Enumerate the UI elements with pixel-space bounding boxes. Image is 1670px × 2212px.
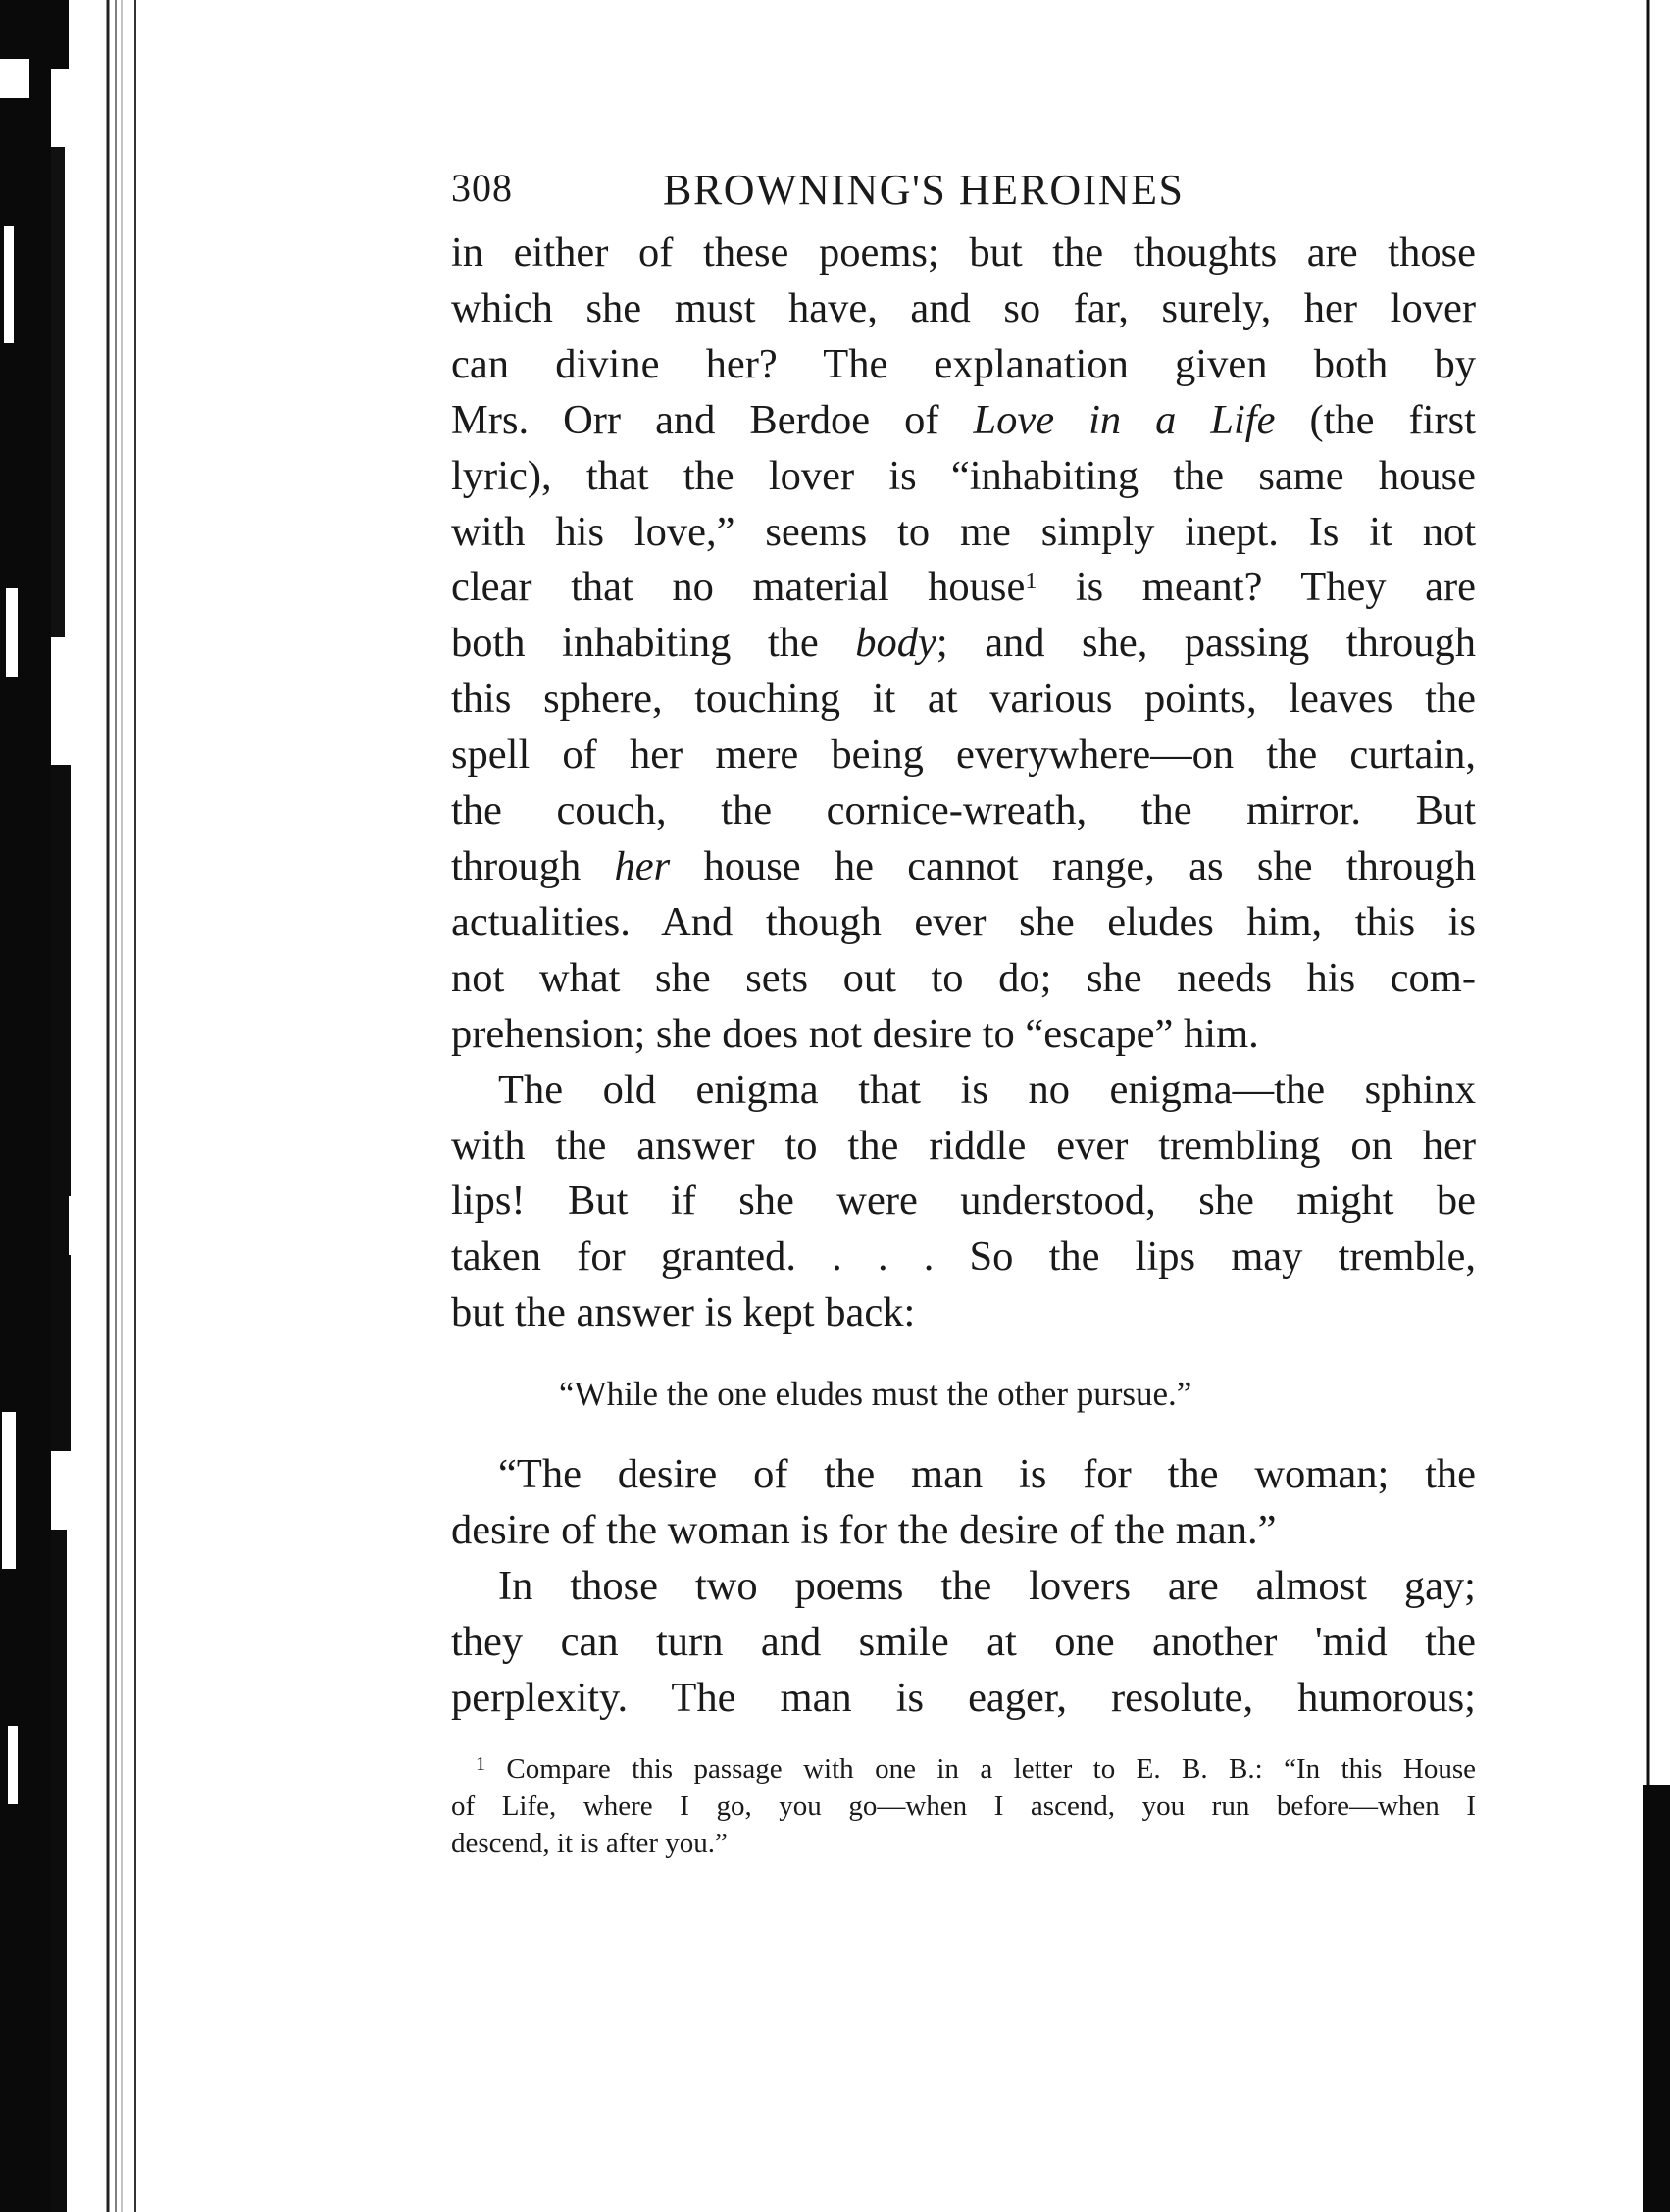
text-run: Mrs. Orr and Berdoe of (451, 396, 974, 443)
text-run: Compare this passage with one in a letter to E. B. B.: “In this House (485, 1752, 1476, 1785)
block-quote: “While the one eludes must the other pursue.” (559, 1375, 1192, 1414)
footnote-marker: 1 (1025, 569, 1037, 595)
text-line (451, 616, 1476, 672)
text-line: perplexity. The man is eager, resolute, humorous; (451, 1674, 1476, 1721)
text-line: this sphere, touching it at various points, leaves the (451, 676, 1476, 723)
running-head (451, 147, 1476, 226)
page-number: 308 (451, 166, 513, 210)
text-line: which she must have, and so far, surely, her lover (451, 284, 1476, 331)
text-run: clear that no material house (451, 564, 1026, 611)
text-line (451, 839, 1476, 895)
text-line: not what she sets out to do; she needs his com- (451, 954, 1476, 1001)
text-line: but the answer is kept back: (451, 1289, 916, 1336)
text-line: in either of these poems; but the thoughts are those (451, 229, 1476, 276)
text-line: lyric), that the lover is “inhabiting the same house (451, 452, 1476, 499)
poem-title-italic: Love in a Life (973, 396, 1276, 443)
italic-word: body (855, 620, 936, 667)
text-run: both inhabiting the (451, 620, 856, 667)
scan-left-edge (0, 0, 147, 2212)
paragraph (451, 1063, 1476, 1342)
text-line: with the answer to the riddle ever trembling on her (451, 1122, 1476, 1169)
footnote-line: descend, it is after you.” (451, 1827, 728, 1859)
scan-right-edge (1631, 0, 1670, 2212)
text-line: prehension; she does not desire to “escape” him. (451, 1010, 1259, 1057)
text-line: In those two poems the lovers are almost gay; (498, 1562, 1476, 1609)
text-line: they can turn and smile at one another 'mid the (451, 1618, 1476, 1665)
text-line: can divine her? The explanation given both by (451, 340, 1476, 387)
text-line: the couch, the cornice-wreath, the mirror. But (451, 787, 1476, 834)
text-line: actualities. And though ever she eludes him, this is (451, 898, 1476, 945)
footnote-line: of Life, where I go, you go—when I ascend, you run before—when I (451, 1789, 1476, 1822)
text-line: desire of the woman is for the desire of the man.” (451, 1507, 1277, 1554)
text-run: ; and she, passing through (936, 620, 1476, 667)
text-line: lips! But if she were understood, she might be (451, 1178, 1476, 1225)
text-run: through (451, 842, 615, 889)
footnote-number: 1 (476, 1752, 485, 1775)
text-run: house he cannot range, as she through (670, 842, 1476, 889)
text-line (451, 393, 1476, 449)
paragraph (451, 1447, 1476, 1559)
text-line: The old enigma that is no enigma—the sphinx (498, 1066, 1476, 1113)
text-line: taken for granted. . . . So the lips may tremble, (451, 1233, 1476, 1281)
footnote (451, 1750, 1476, 1862)
body-text (451, 226, 1476, 1727)
text-line: spell of her mere being everywhere—on the curtain, (451, 731, 1476, 779)
text-run: is meant? They are (1037, 564, 1476, 611)
text-line: “The desire of the man is for the woman; the (498, 1451, 1476, 1498)
page-content (451, 147, 1476, 1862)
footnote-line (451, 1750, 1476, 1787)
paragraph (451, 226, 1476, 1063)
text-run: (the first (1275, 396, 1476, 443)
text-line: with his love,” seems to me simply inept. Is it not (451, 508, 1476, 555)
text-line (451, 560, 1476, 616)
running-title: BROWNING'S HEROINES (663, 166, 1185, 214)
paragraph (451, 1559, 1476, 1727)
italic-word: her (614, 842, 671, 889)
